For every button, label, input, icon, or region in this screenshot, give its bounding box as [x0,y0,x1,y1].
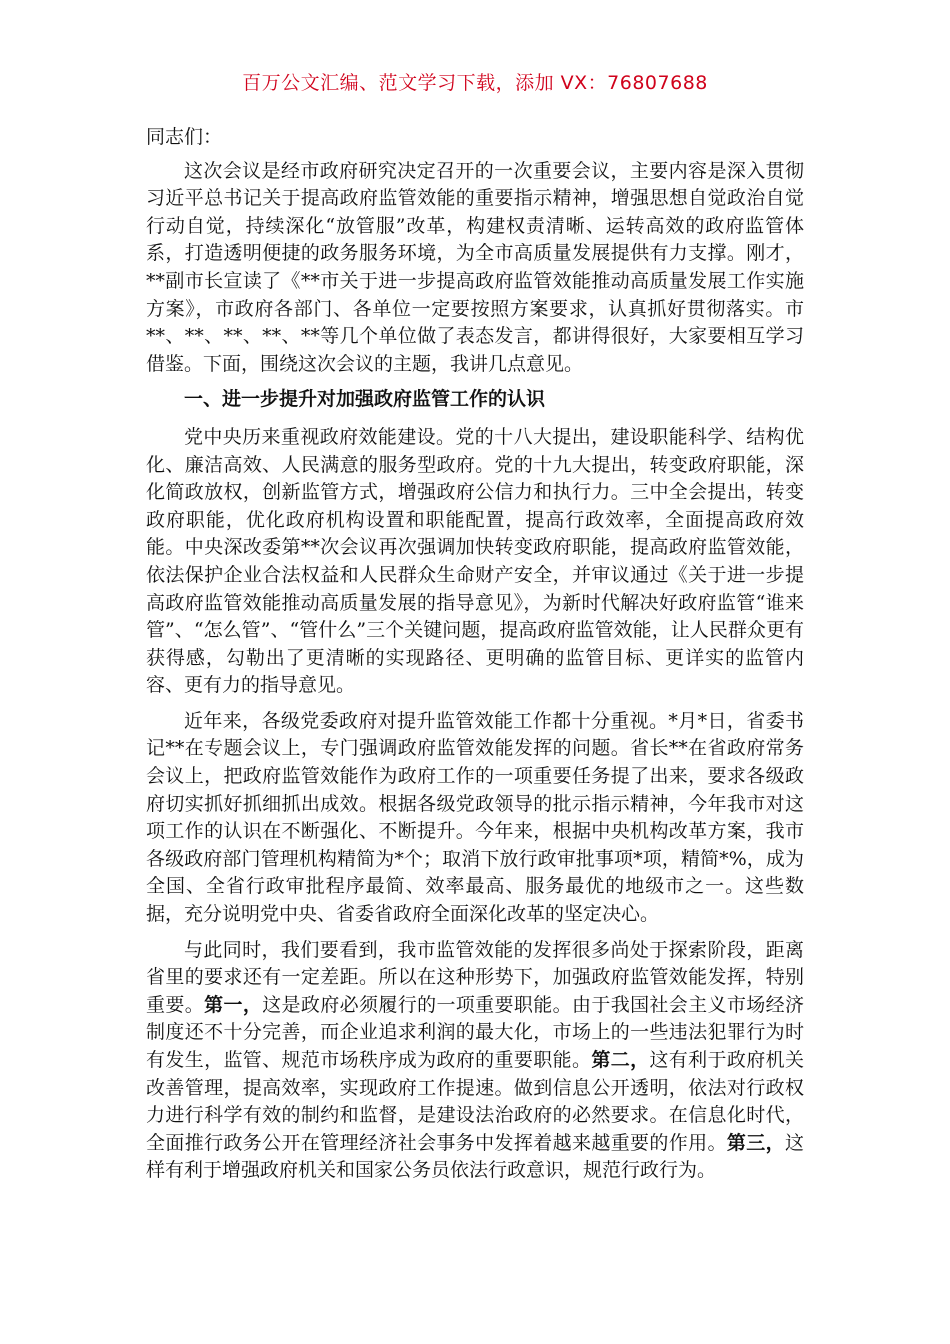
point-first-label: 第一， [204,993,263,1016]
download-banner: 百万公文汇编、范文学习下载，添加 VX：76807688 [242,72,708,94]
point-first-text: 这是政府必须履行的一项重要职能。由于我国社会主义市场经济制度还不十分完善，而企业追求利润的最大化，市场上的一些违法犯罪行为时有发生，监管、规范市场秩序成为政府的重要职能。 [146,993,804,1071]
point-second-text: 这有利于政府机关改善管理，提高效率，实现政府工作提速。做到信息公开透明，依法对行政权力进行科学有效的制约和监督，是建设法治政府的必然要求。在信息化时代，全面推行政务公开在管理经济社会事务中发挥着越来越重要的作用。 [146,1049,804,1154]
importance-intro: 与此同时，我们要看到，我市监管效能的发挥很多尚处于探索阶段，距离省里的要求还有一定差距。所以在这种形势下，加强政府监管效能发挥，特别重要。 [146,938,804,1016]
salutation: 同志们： [146,126,223,148]
point-third-label: 第三， [726,1131,785,1154]
speech-body [146,124,804,1193]
point-second-label: 第二， [591,1049,650,1071]
paragraph-importance [146,937,804,1185]
paragraph-opening: 这次会议是经市政府研究决定召开的一次重要会议，主要内容是深入贯彻习近平总书记关于提高政府监管效能的重要指示精神，增强思想自觉政治自觉行动自觉，持续深化“放管服”改革，构建权责清晰、运转高效的政府监管体系，打造透明便捷的政务服务环境，为全市高质量发展提供有力支撑。刚才，**副市长宣读了《**市关于进一步提高政府监管效能推动高质量发展工作实施方案》，市政府各部门、各单位一定要按照方案要求，认真抓好贯彻落实。市**、**、**、**、**等几个单位做了表态发言，都讲得很好，大家要相互学习借鉴。下面，围绕这次会议的主题，我讲几点意见。 [146,159,804,375]
section-heading-1: 一、进一步提升对加强政府监管工作的认识 [184,388,546,411]
paragraph-recent-years: 近年来，各级党委政府对提升监管效能工作都十分重视。*月*日，省委书记**在专题会议上，专门强调政府监管效能发挥的问题。省长**在省政府常务会议上，把政府监管效能作为政府工作的一项重要任务提了出来，要求各级政府切实抓好抓细抓出成效。根据各级党政领导的批示指示精神，今年我市对这项工作的认识在不断强化、不断提升。今年来，根据中央机构改革方案，我市各级政府部门管理机构精简为*个；取消下放行政审批事项*项，精简*%，成为全国、全省行政审批程序最简、效率最高、服务最优的地级市之一。这些数据，充分说明党中央、省委省政府全面深化改革的坚定决心。 [146,709,804,926]
paragraph-central-policy: 党中央历来重视政府效能建设。党的十八大提出，建设职能科学、结构优化、廉洁高效、人民满意的服务型政府。党的十九大提出，转变政府职能，深化简政放权，创新监管方式，增强政府公信力和执行力。三中全会提出，转变政府职能，优化政府机构设置和职能配置，提高行政效率，全面提高政府效能。中央深改委第**次会议再次强调加快转变政府职能，提高政府监管效能，依法保护企业合法权益和人民群众生命财产安全，并审议通过《关于进一步提高政府监管效能推动高质量发展的指导意见》，为新时代解决好政府监管“谁来管”、“怎么管”、“管什么”三个关键问题，提高政府监管效能，让人民群众更有获得感，勾勒出了更清晰的实现路径、更明确的监管目标、更详实的监管内容、更有力的指导意见。 [146,425,804,697]
point-third-text: 这样有利于增强政府机关和国家公务员依法行政意识，规范行政行为。 [146,1131,804,1182]
